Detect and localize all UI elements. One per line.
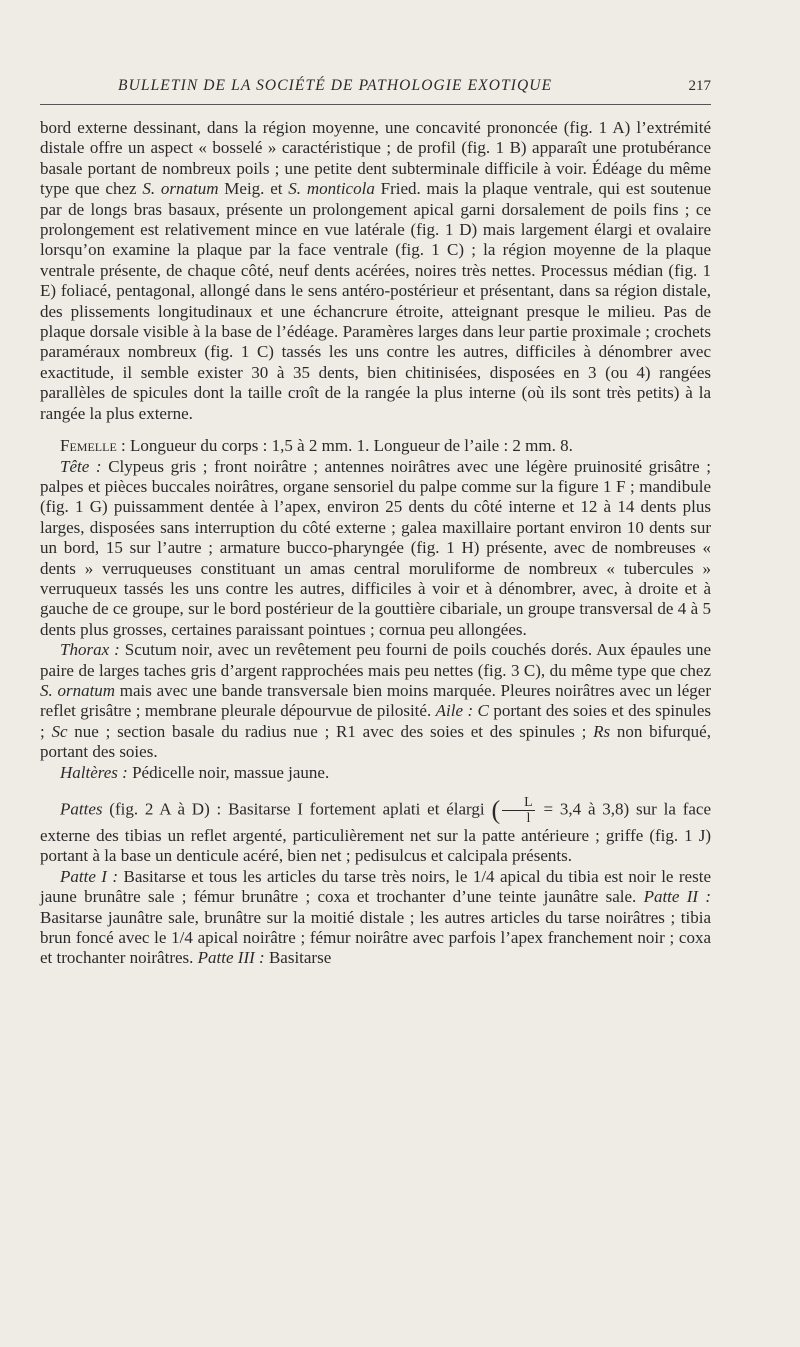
article-body — [40, 118, 711, 969]
paragraph-halteres — [40, 763, 711, 783]
section-label: Femelle — [60, 436, 117, 456]
section-label: Aile : C — [435, 701, 489, 721]
text-run: mais avec une bande transversale bien moins marquée. Pleures noirâtres avec un léger reflet grisâtre ; membrane pleurale dépourvue de pilosité. — [40, 680, 711, 721]
text-run: Scutum noir, avec un revêtement peu fourni de poils couchés dorés. Aux épaules une paire de larges taches gris d’argent rapprochées mais peu nettes (fig. 3 C), du même type que chez — [40, 640, 711, 680]
section-label: Patte II : — [643, 887, 711, 907]
text-run: : Longueur du corps : 1,5 à 2 mm. 1. Longueur de l’aile : 2 mm. 8. — [116, 436, 573, 456]
text-run: Basitarse — [264, 948, 332, 968]
paragraph-legs — [40, 795, 711, 867]
text-run: (fig. 2 A à D) : Basitarse I fortement aplati et élargi — [102, 799, 492, 819]
paragraph-leg-details — [40, 867, 711, 969]
species-name: S. ornatum — [142, 179, 219, 199]
paragraph-female — [40, 436, 711, 456]
section-label: Pattes — [60, 799, 103, 819]
text-run: nue ; section basale du radius nue ; R1 avec des soies et des spinules ; — [67, 721, 594, 741]
paragraph-thorax — [40, 640, 711, 762]
text-run: non bifurqué, portant des soies. — [40, 721, 711, 762]
text-run: Fried. mais la plaque ventrale, qui est soutenue par de longs bras basaux, présente un prolongement apical garni dorsalement de poils fins ; ce prolongement est relativement mince en vue latérale (fig. 1 D) mais largement élargi et ovalaire lorsqu’on examine la plaque par la face ventrale (fig. 1 C) ; la région moyenne de la plaque ventrale présente, de chaque côté, neuf dents acérées, noires très nettes. Processus médian (fig. 1 E) foliacé, pentagonal, allongé dans le sens antéro-postérieur et présentant, dans sa région distale, des plissements longitudinaux et une échancrure étroite, atteignant presque le milieu. Pas de plaque dorsale visible à la base de l’édéage. Paramères larges dans leur partie proximale ; crochets paraméraux nombreux (fig. 1 C) tassés les uns contre les autres, difficiles à dénombrer avec exactitude, il semble exister 30 à 35 dents, bien chitinisées, disposées en 3 (ou 4) rangées parallèles de spicules dont la taille croît de la rangée la plus interne (où ils sont très petits) à la rangée la plus externe. — [40, 179, 712, 423]
text-run: Basitarse et tous les articles du tarse très noirs, le 1/4 apical du tibia est noir le reste jaune brunâtre sale ; fémur brunâtre ; coxa et trochanter d’une teinte jaunâtre sale. — [40, 866, 711, 907]
fraction-denominator: l — [526, 811, 531, 826]
section-label: Thorax : — [60, 640, 120, 660]
ratio-fraction — [502, 795, 535, 826]
species-name: S. monticola — [288, 179, 375, 199]
text-run: Meig. et — [218, 179, 289, 199]
text-run: portant des soies et des spinules ; — [40, 701, 711, 741]
running-header — [40, 74, 711, 105]
section-label: Haltères : — [60, 762, 128, 782]
section-label: Patte I : — [60, 866, 119, 886]
paragraph-head — [40, 457, 711, 641]
fraction-numerator: L — [502, 795, 535, 811]
vein-name: Sc — [51, 721, 68, 741]
section-label: Patte III : — [197, 948, 265, 968]
page-number: 217 — [688, 78, 711, 94]
section-label: Tête : — [60, 456, 102, 476]
text-run: Clypeus gris ; front noirâtre ; antennes noirâtres avec une légère pruinosité grisâtre ; palpes et pièces buccales noirâtres, organe sensoriel du palpe comme sur la figure 1 F ; mandibule (fig. 1 G) puissamment dentée à l’apex, environ 25 dents du côté interne et 12 à 14 dents plus larges, disposées sans interruption du côté externe ; galea maxillaire portant environ 10 dents sur un bord, 15 sur l’autre ; armature bucco-pharyngée (fig. 1 H) présente, avec de nombreuses « dents » verruqueuses constituant un amas central moruliforme de nombreux « tubercules » verruqueux tassés les uns contre les autres, difficiles à voir et à dénombrer, avec, à droite et à gauche de ce groupe, sur le bord postérieur de la gouttière cibariale, un groupe transversal de 4 à 5 dents plus grosses, certaines paraissant pointues ; cornua peu allongées. — [40, 456, 711, 639]
vein-name: Rs — [593, 721, 611, 741]
text-run: Basitarse jaunâtre sale, brunâtre sur la moitié distale ; les autres articles du tarse noirâtres ; tibia brun foncé avec le 1/4 apical noirâtre ; fémur noirâtre avec parfois l’apex franchement noir ; coxa et trochanter noirâtres. — [40, 907, 711, 968]
paragraph-genitalia — [40, 118, 711, 424]
text-run: Pédicelle noir, massue jaune. — [127, 762, 330, 782]
species-name: S. ornatum — [40, 680, 116, 700]
paren-glyph: ( — [491, 795, 501, 825]
text-run: bord externe dessinant, dans la région moyenne, une concavité prononcée (fig. 1 A) l’extrémité distale offre un aspect « bosselé » caractéristique ; de profil (fig. 1 B) apparaît une protubérance basale portant de nombreux poils ; une petite dent subterminale difficile à voir. Édéage du même type que chez — [40, 118, 711, 199]
journal-title: BULLETIN DE LA SOCIÉTÉ DE PATHOLOGIE EXOTIQUE — [118, 77, 553, 94]
text-run: = 3,4 à 3,8) sur la face externe des tibias un reflet argenté, particulièrement net sur la patte antérieure ; griffe (fig. 1 J) portant à la base un denticule acéré, bien net ; pedisulcus et calcipala présents. — [40, 799, 711, 866]
